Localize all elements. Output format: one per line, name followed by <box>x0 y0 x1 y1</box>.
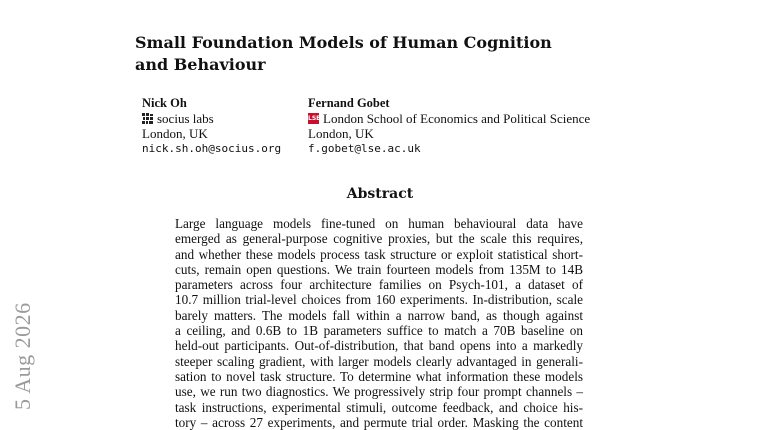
abstract-line: held-out participants. Out-of-distribution, that band opens into a markedly <box>175 338 583 354</box>
paper-title <box>135 32 615 76</box>
author-location: London, UK <box>142 126 208 141</box>
paper-title-line-2: and Behaviour <box>135 55 266 74</box>
author-affiliation: London School of Economics and Political Science <box>323 111 591 126</box>
author-email[interactable]: f.gobet@lse.ac.uk <box>308 142 421 155</box>
abstract-line: steeper scaling gradient, with larger models clearly advantaged in generali- <box>175 353 583 369</box>
abstract-line: emerged as general-purpose cognitive proxies, but the scale this requires, <box>175 231 583 247</box>
abstract-line: a ceiling, and 0.6B to 1B parameters suffice to match a 70B baseline on <box>175 323 583 339</box>
abstract-line: parameters across four architecture families on Psych-101, a dataset of <box>175 277 583 293</box>
author-block-2 <box>308 96 590 156</box>
abstract-heading: Abstract <box>346 186 414 202</box>
abstract-line: barely matters. The models fall within a narrow band, as though against <box>175 307 583 323</box>
abstract-body <box>175 216 583 430</box>
author-affiliation-row <box>142 111 281 126</box>
abstract-line: cuts, remain open questions. We train fourteen models from 135M to 14B <box>175 261 583 277</box>
author-block-1 <box>142 96 281 156</box>
arxiv-date-stamp: 5 Aug 2026 <box>10 302 35 410</box>
abstract-line: tory – across 27 experiments, and permute trial order. Masking the content <box>175 414 583 430</box>
socius-logo-icon <box>142 113 153 124</box>
paper-title-line-1: Small Foundation Models of Human Cognition <box>135 33 552 52</box>
author-name: Nick Oh <box>142 96 187 110</box>
author-name: Fernand Gobet <box>308 96 390 110</box>
abstract-line: use, we run two diagnostics. We progressively strip four prompt channels – <box>175 384 583 400</box>
author-location: London, UK <box>308 126 374 141</box>
abstract-line: 10.7 million trial-level choices from 160 experiments. In-distribution, scale <box>175 292 583 308</box>
author-affiliation: socius labs <box>157 111 214 126</box>
author-affiliation-row <box>308 111 590 126</box>
abstract-line: and whether these models process task structure or exploit statistical short- <box>175 246 583 262</box>
abstract-line: Large language models fine-tuned on human behavioural data have <box>175 216 583 231</box>
lse-logo-icon: LSE <box>308 115 321 122</box>
author-email[interactable]: nick.sh.oh@socius.org <box>142 142 282 155</box>
abstract-line: task instructions, experimental stimuli, outcome feedback, and choice his- <box>175 399 583 415</box>
abstract-line: sation to novel task structure. To determine what information these models <box>175 368 583 384</box>
